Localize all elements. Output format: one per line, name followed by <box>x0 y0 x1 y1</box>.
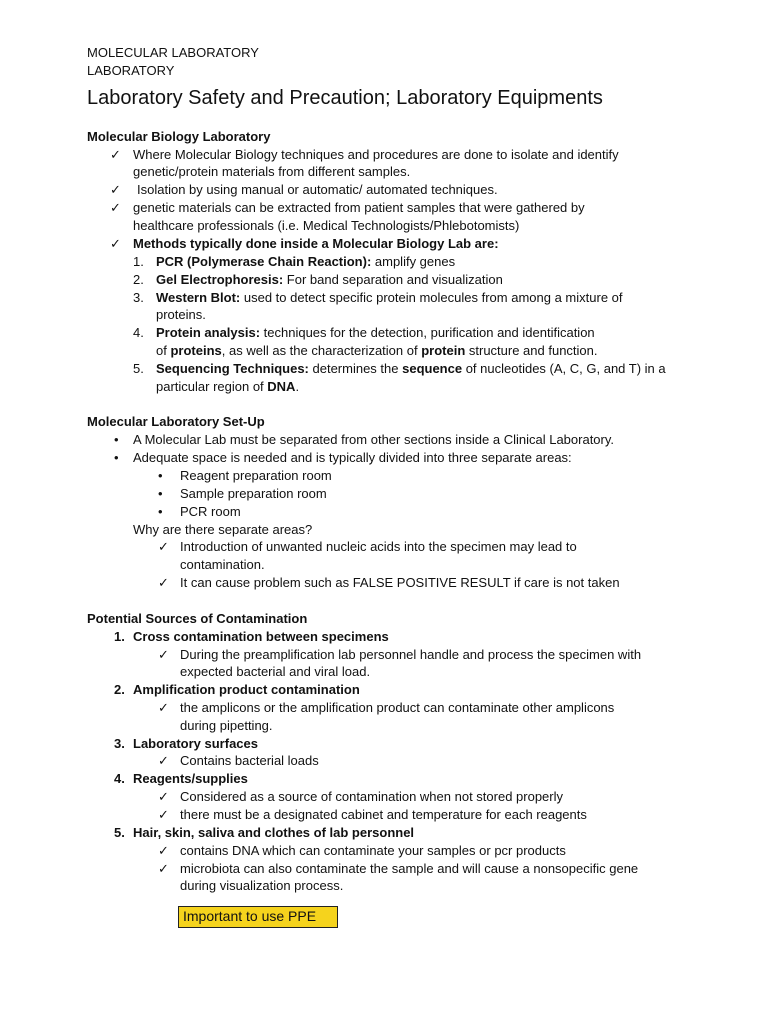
question-line: Why are there separate areas? <box>133 522 313 537</box>
check-icon: ✓ <box>110 236 121 251</box>
list-item: ✓ microbiota can also contaminate the sample and will cause a nonsopecific gene <box>158 861 639 876</box>
check-icon: ✓ <box>158 647 169 662</box>
method-item: 1. PCR (Polymerase Chain Reaction): amplify genes <box>133 254 456 269</box>
numbered-item: 3. Laboratory surfaces <box>114 736 258 751</box>
section-heading-mbl: Molecular Biology Laboratory <box>87 129 271 144</box>
check-icon: ✓ <box>110 200 121 215</box>
check-icon: ✓ <box>158 843 169 858</box>
numbered-item: 4. Reagents/supplies <box>114 771 248 786</box>
numbered-item: 5. Hair, skin, saliva and clothes of lab personnel <box>114 825 415 840</box>
list-item: ✓ the amplicons or the amplification product can contaminate other amplicons <box>158 700 615 715</box>
section-heading-contamination: Potential Sources of Contamination <box>87 611 308 626</box>
method-item: 3. Western Blot: used to detect specific protein molecules from among a mixture of <box>133 290 623 305</box>
check-icon: ✓ <box>158 753 169 768</box>
check-icon: ✓ <box>158 539 169 554</box>
header-line-2: LABORATORY <box>87 63 175 78</box>
list-item: ✓ contains DNA which can contaminate your samples or pcr products <box>158 843 566 858</box>
bullet-icon: • <box>158 468 163 483</box>
check-icon: ✓ <box>110 182 121 197</box>
check-icon: ✓ <box>158 700 169 715</box>
method-item-cont: of proteins, as well as the characterization of protein structure and function. <box>156 343 598 358</box>
bullet-icon: • <box>114 432 119 447</box>
list-item-cont: during pipetting. <box>180 718 273 733</box>
method-item-cont: proteins. <box>156 307 206 322</box>
list-item: ✓ It can cause problem such as FALSE POSITIVE RESULT if care is not taken <box>158 575 620 590</box>
section-heading-setup: Molecular Laboratory Set-Up <box>87 414 265 429</box>
list-item: ✓ Where Molecular Biology techniques and procedures are done to isolate and identify <box>110 147 619 162</box>
list-item: ✓ During the preamplification lab personnel handle and process the specimen with <box>158 647 642 662</box>
check-icon: ✓ <box>158 575 169 590</box>
list-item: • PCR room <box>158 504 241 519</box>
method-item: 2. Gel Electrophoresis: For band separation and visualization <box>133 272 503 287</box>
bullet-icon: • <box>158 486 163 501</box>
list-item: • Sample preparation room <box>158 486 327 501</box>
method-item: 5. Sequencing Techniques: determines the sequence of nucleotides (A, C, G, and T) in a <box>133 361 666 376</box>
list-item: ✓ Introduction of unwanted nucleic acids into the specimen may lead to <box>158 539 577 554</box>
list-item: ✓ Considered as a source of contamination when not stored properly <box>158 789 563 804</box>
page-title: Laboratory Safety and Precaution; Laboratory Equipments <box>87 87 603 109</box>
list-item-cont: expected bacterial and viral load. <box>180 664 371 679</box>
check-icon: ✓ <box>110 147 121 162</box>
list-item: ✓ there must be a designated cabinet and temperature for each reagents <box>158 807 587 822</box>
numbered-item: 1. Cross contamination between specimens <box>114 629 389 644</box>
list-item: ✓ Methods typically done inside a Molecular Biology Lab are: <box>110 236 499 251</box>
list-item: ✓ Isolation by using manual or automatic/ automated techniques. <box>110 182 498 197</box>
list-item-cont: healthcare professionals (i.e. Medical Technologists/Phlebotomists) <box>133 218 520 233</box>
list-item: • A Molecular Lab must be separated from other sections inside a Clinical Laboratory. <box>114 432 615 447</box>
list-item: ✓ genetic materials can be extracted from patient samples that were gathered by <box>110 200 585 215</box>
list-item: • Reagent preparation room <box>158 468 332 483</box>
method-item-cont: particular region of DNA. <box>156 379 300 394</box>
numbered-item: 2. Amplification product contamination <box>114 682 360 697</box>
bullet-icon: • <box>158 504 163 519</box>
list-item-cont: contamination. <box>180 557 265 572</box>
list-item: ✓ Contains bacterial loads <box>158 753 319 768</box>
list-item-cont: during visualization process. <box>180 878 344 893</box>
check-icon: ✓ <box>158 789 169 804</box>
method-item: 4. Protein analysis: techniques for the detection, purification and identification <box>133 325 595 340</box>
bullet-icon: • <box>114 450 119 465</box>
list-item-cont: genetic/protein materials from different samples. <box>133 164 411 179</box>
ppe-callout-box: Important to use PPE <box>178 906 338 928</box>
check-icon: ✓ <box>158 861 169 876</box>
check-icon: ✓ <box>158 807 169 822</box>
header-line-1: MOLECULAR LABORATORY <box>87 45 259 60</box>
list-item: • Adequate space is needed and is typically divided into three separate areas: <box>114 450 572 465</box>
